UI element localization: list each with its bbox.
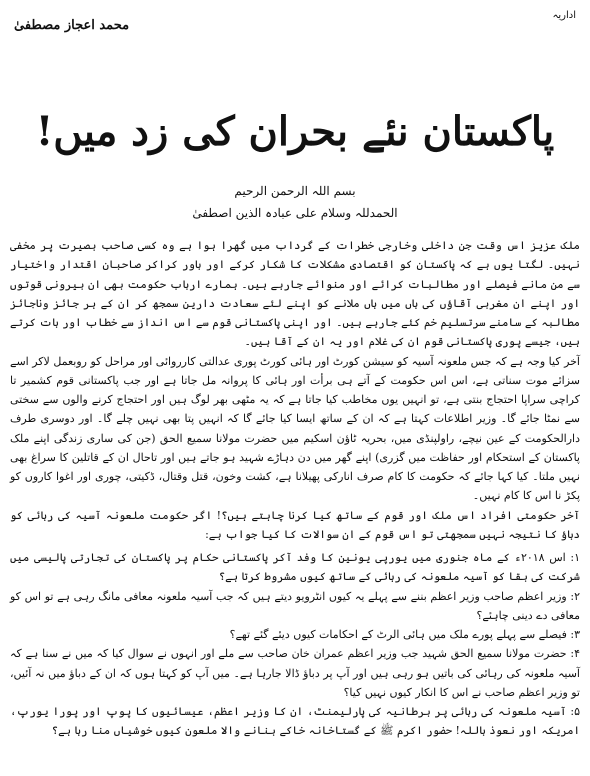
paragraph: آخر حکومتی افراد اس ملک اور قوم کے ساتھ کیا کرنا چاہتے ہیں؟! اگر حکومت ملعونہ آسیہ کی رہائی کو دباؤ کا نتیجہ نہیں سمجھتی تو اس قوم کے ان سوالات کا کیا جواب ہے: — [10, 508, 580, 541]
question-item: ۳: فیصلے سے پہلے پورے ملک میں ہائی الرٹ کے احکامات کیوں دیئے گئے تھے؟ — [229, 628, 580, 641]
article-body — [10, 236, 580, 544]
article-title: پاکستان نئے بحران کی زد میں! — [35, 108, 555, 155]
section-label: اداریہ — [552, 10, 576, 21]
paragraph: آخر کیا وجہ ہے کہ جس ملعونہ آسیہ کو سیشن کورٹ اور ہائی کورٹ پوری عدالتی کارروائی اور مراحل کو روبعمل لاکر اسے سزائے موت سناتی ہے، اس اس حکومت کے آتے ہی برأت اور ہائی کا پروانہ مل جاتا ہے اور جب پاکستانی قوم کشمیر تا کراچی سراپا احتجاج بنتی ہے، تو انہیں یوں مخاطب کیا جاتا ہے کہ یہ مٹھی بھر لوگ ہیں اور احتجاج کرنے والوں سے سختی سے نمٹا جائے گا۔ وزیر اطلاعات کہتا ہے کہ ان کے ساتھ ایسا کیا جائے گا کہ انہیں پتا بھی نہیں چلے گا۔ اور دوسری طرف دارالحکومت کے عین نیچے، راولپنڈی میں، بحریہ ٹاؤن اسکیم میں حضرت مولانا سمیع الحق (جن کی ساری زندگی اپنے ملک پاکستان کے استحکام اور حفاظت میں گزری) اپنے گھر میں دن دہاڑے شہید ہو جاتے ہیں اور تاحال ان کے قاتلین کا سراغ بھی نہیں ملتا۔ کیا کہا جائے کہ حکومت کا کام صرف انارکی پھیلانا ہے، کشت وخون، قتل وقتال، ڈکیتی، چوری اور اغوا کاروں کو پکڑ نا اس کا کام نہیں۔ — [10, 354, 580, 503]
author-name: محمد اعجاز مصطفیٰ — [14, 18, 130, 33]
salutation: الحمدللہ وسلام علی عبادہ الذین اصطفیٰ — [192, 206, 398, 220]
question-item: ۴: حضرت مولانا سمیع الحق شہید جب وزیر اعظم عمران خان صاحب سے ملے اور انہوں نے سوال کیا کہ میں نے سنا ہے کہ آسیہ ملعونہ کی رہائی کی باتیں ہو رہی ہیں اور آپ پر دباؤ ڈالا جارہا ہے۔ میں آپ کو کہتا ہوں کہ ان کے دباؤ میں نہ آئیں، تو وزیر اعظم صاحب نے اس کا انکار کیوں نہیں کیا؟ — [10, 647, 580, 699]
paragraph: ملک عزیز اس وقت جن داخلی وخارجی خطرات کے گرداب میں گھرا ہوا ہے وہ کسی صاحب بصیرت پر مخفی نہیں۔ لگتا یوں ہے کہ پاکستان کو اقتصادی مشکلات کا شکار کرکے اور باور کراکر صاحبان اقتدار واختیار سے من مانے فیصلے اور مطالبات کرائے اور منوائے جارہے ہیں۔ ہمارے ارباب حکومت بھی ان بیرونی قوتوں اور اپنے ان مغربی آقاؤں کی ہاں میں ہاں ملانے کو اپنے لئے سعادت دارین سمجھ کر ان کے ہر جائز وناجائز مطالبہ کے سامنے سرتسلیم خم کئے جارہے ہیں۔ اور اپنی پاکستانی قوم سے اس انداز سے خطاب اور بات کرتے ہیں، جیسے پوری پاکستانی قوم ان کی غلام اور یہ ان کے آقا ہیں۔ — [10, 239, 580, 349]
question-item: ۱: اس ۲۰۱۸ء کے ماہ جنوری میں یورپی یونین کا وفد آکر پاکستانی حکام پر پاکستان کی تجارتی پالیسی میں شرکت کی بقا کو آسیہ ملعونہ کی رہائی کے ساتھ کیوں مشروط کرتا ہے؟ — [10, 551, 580, 584]
questions-list — [10, 548, 580, 741]
bismillah: بسم اللہ الرحمن الرحیم — [234, 184, 356, 198]
question-item: ۲: وزیر اعظم صاحب وزیر اعظم بننے سے پہلے یہ کیوں انٹرویو دیتے ہیں کہ جب آسیہ ملعونہ معافی مانگ رہی ہے تو اس کو معافی دے دینی چاہئے؟ — [10, 589, 580, 622]
question-item: ۵: آسیہ ملعونہ کی رہائی پر برطانیہ کی پارلیمنٹ، ان کا وزیر اعظم، عیسائیوں کا پوپ اور پورا یورپ، امریکہ اور نعوذ باللہ! حضور اکرم ﷺ کے گستاخانہ خاکے بنانے والا ملعون کیوں خوشیاں منا رہا ہے؟ — [10, 705, 580, 738]
